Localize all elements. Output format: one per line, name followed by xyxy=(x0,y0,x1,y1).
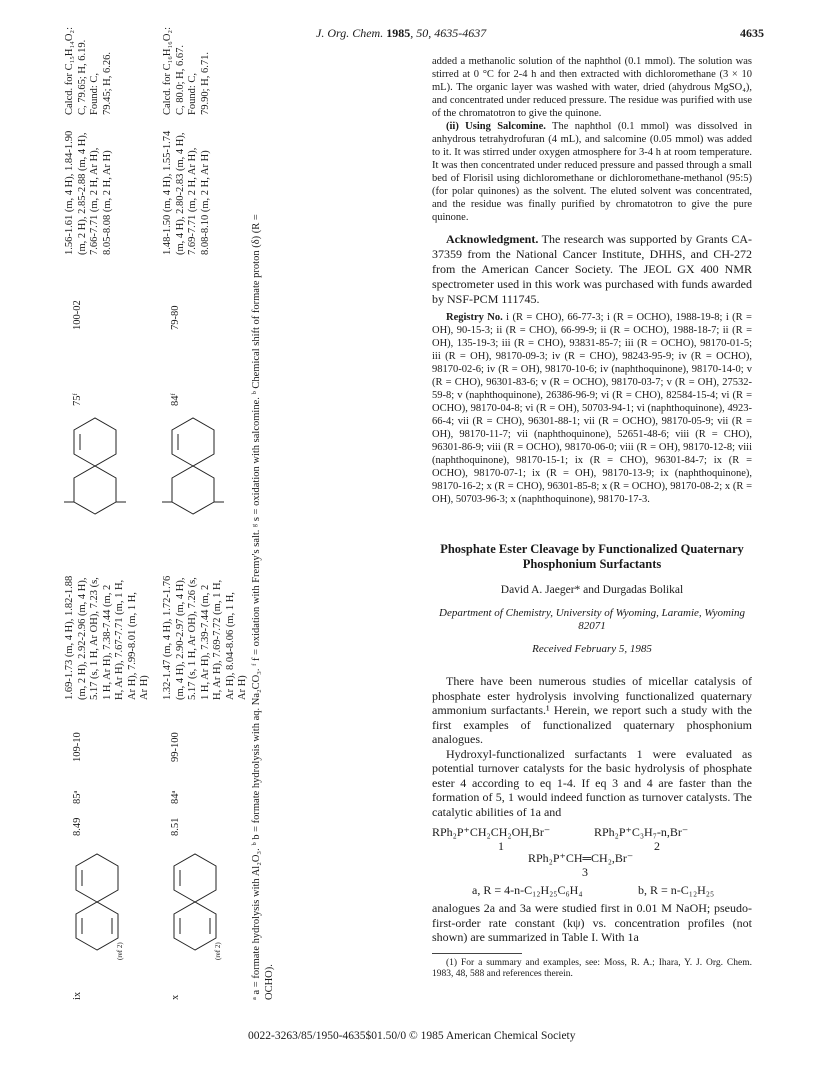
analysis-line: 79.45; H, 6.26. xyxy=(101,52,113,115)
right-column xyxy=(432,55,752,980)
body-paragraph: Hydroxyl-functionalized surfactants 1 were evaluated as potential turnover catalysts for the basic hydrolysis of phosphate ester 4 according to eq 1-4. If eq 3 and 4 are faster than the formation of 5, 1 would indeed function as turnover catalysts. The catalytic abilities of 1a and xyxy=(432,746,752,819)
nmr-line: (m, 4 H), 2.90-2.97 (m, 4 H), xyxy=(174,577,186,700)
registry-text: i (R = CHO), 66-77-3; i (R = OCHO), 1988-19-8; i (R = OH), 90-15-3; ii (R = CHO), 66-99-9; ii (R = OCHO), 1988-18-7; ii (R = OH), 135-19-3; iii (R = CHO), 93831-85-7; iii (R = OCHO), 98170-01-5; iii (R = OH), 98170-09-3; iv (R = CHO), 98243-95-9; iv (R = OCHO), 98170-02-6; iv (R = OH), 98170-10-6; iv (naphthoquinone), 98170-14-0; v (R = CHO), 96301-83-6; v (R = OCHO), 98170-03-7; v (R = OH), 27532-59-8; v (naphthoquinone), 26386-96-9; vi (R = CHO), 82584-15-4; vi (R = OCHO), 98170-04-8; vi (R = OH), 50703-94-1; vi (naphthoquinone), 4923-66-4; vii (R = CHO), 96301-88-1; vii (R = OCHO), 98170-05-9; vii (R = OH), 98170-11-7; vii (naphthoquinone), 52651-48-6; viii (R = CHO), 96301-86-9; viii (R = OCHO), 98170-06-0; viii (R = OH), 98170-12-8; viii (naphthoquinone), 98170-15-1; ix (R = CHO), 96301-84-7; ix (R = OCHO), 98170-07-1; ix (R = OH), 98170-13-9; ix (naphthoquinone), 98170-16-2; x (R = CHO), 96301-85-8; x (R = OCHO), 98170-08-2; x (R = OH), 50703-96-3; x (naphthoquinone), 98170-17-3. xyxy=(432,312,752,505)
nmr-line: 1.69-1.73 (m, 4 H), 1.82-1.88 xyxy=(64,575,75,700)
table-footnote-line: ᵃ a = formate hydrolysis with Al₂O₃. ᵇ b = formate hydrolysis with aq. Na₂CO₃. ᶠ f = oxidation with Fremy's salt. ᵍ s = oxidation with salcomine. ᵇ Chemical shift of formate proton (δ) (R = xyxy=(251,214,262,1000)
nmr-line: Ar H) xyxy=(237,675,248,700)
year: 1985 xyxy=(386,26,411,40)
compound-label: x xyxy=(170,994,181,1000)
footnote-rule xyxy=(432,953,522,954)
elemental-analysis xyxy=(162,5,212,115)
formula-1: RPh₂P⁺CH₂CH₂OH,Br⁻ xyxy=(432,825,551,839)
analysis-line: C, 79.65; H, 6.19. xyxy=(76,39,88,115)
nmr-line: 1.48-1.50 (m, 4 H), 1.55-1.74 xyxy=(162,130,173,255)
article-authors: David A. Jaeger* and Durgadas Bolikal xyxy=(500,584,684,596)
col-b: 85ᵃ xyxy=(72,790,83,804)
quinone-nmr xyxy=(64,95,114,255)
registry-heading: Registry No. xyxy=(446,312,503,323)
salcomine-text: The naphthol (0.1 mmol) was dissolved in anhydrous tetrahydrofuran (4 mL), and salcomine (0.05 mmol) was added to it. It was stirred under oxygen atmosphere for 3-4 h at room temperature. It was then concentrated under reduced pressure and passed through a small bed of Florisil using dichloromethane or dichloromethane-methanol (95:5) (for polar quinones) as the solvent. The eluted solvent was concentrated, and the residue was finally purified by chromatotron to give the pure quinone. xyxy=(432,121,752,223)
yield: 75ᶠ xyxy=(72,393,83,406)
page-footer: 0022-3263/85/1950-4635$01.50/0 © 1985 American Chemical Society xyxy=(248,1030,576,1042)
article-affiliation: Department of Chemistry, University of Wyoming, Laramie, Wyoming 82071 xyxy=(439,607,745,632)
nmr-data xyxy=(162,540,250,700)
formula-1-number: 1 xyxy=(498,839,504,853)
salcomine-paragraph xyxy=(432,120,752,224)
formula-3-number: 3 xyxy=(582,865,588,879)
formula-a: a, R = 4-n-C₁₂H₂₅C₆H₄ xyxy=(472,883,583,897)
nmr-line: 7.69-7.71 (m, 2 H, Ar H), xyxy=(187,147,198,255)
table-footnote-line: OCHO). xyxy=(264,964,275,1000)
quinone-structure-ix xyxy=(60,414,130,524)
col-b: 84ᵃ xyxy=(170,790,181,804)
formula-b: b, R = n-C₁₂H₂₅ xyxy=(638,883,715,897)
melting-point: 109-10 xyxy=(72,732,83,762)
table-footnotes xyxy=(250,40,276,1000)
analysis-line: 79.90; H, 6.71. xyxy=(199,52,211,115)
analysis-line: Calcd. for C₁₅H₁₄O₂: xyxy=(64,27,75,115)
acknowledgment-text: The research was supported by Grants CA-37359 from the National Cancer Institute, DHHS, and CH-272 from the American Cancer Society. The JEOL GX 400 NMR spectrometer used in this work was purchased with funds awarded by NSF-PCM 111745. xyxy=(432,232,752,306)
nmr-line: H, Ar H), 7.69-7.72 (m, 1 H, xyxy=(212,579,223,700)
nmr-line: (m, 4 H), 2.80-2.83 (m, 4 H), xyxy=(174,132,186,255)
col-a: 8.51 xyxy=(170,817,181,836)
page-number: 4635 xyxy=(740,26,764,40)
body-paragraph-continued: analogues 2a and 3a were studied first in 0.01 M NaOH; pseudo-first-order rate constant (kψ) vs. concentration profiles (not shown) are summarized in Table I. With 1a xyxy=(432,901,752,944)
nmr-line: (m, 2 H), 2.92-2.96 (m, 4 H), xyxy=(76,577,88,700)
analysis-line: Found: C, xyxy=(187,72,198,115)
structure-formulas xyxy=(432,819,752,901)
acknowledgment-heading: Acknowledgment. xyxy=(446,232,539,246)
analysis-line: C, 80.0; H, 6.67. xyxy=(174,44,186,115)
nmr-line: H, Ar H), 7.67-7.71 (m, 1 H, xyxy=(114,579,125,700)
nmr-line: 5.17 (s, 1 H, Ar OH), 7.26 (s, xyxy=(187,577,198,700)
col-a: 8.49 xyxy=(72,817,83,836)
salcomine-heading: (ii) Using Salcomine. xyxy=(446,121,546,132)
nmr-line: 7.66-7.71 (m, 2 H, Ar H), xyxy=(89,147,100,255)
nmr-line: 8.05-8.08 (m, 2 H, Ar H) xyxy=(101,150,113,255)
elemental-analysis xyxy=(64,5,114,115)
nmr-line: Ar H), 8.04-8.06 (m, 1 H, xyxy=(224,592,236,700)
nmr-line: 1.56-1.61 (m, 4 H), 1.84-1.90 xyxy=(64,130,75,255)
intro-paragraph: There have been numerous studies of micellar catalysis of phosphate ester hydrolysis involving functionalized quaternary ammonium surfactants.¹ Herein, we report such a study with the first examples of functionalized quaternary phosphonium analogues. xyxy=(432,674,752,746)
quinone-structure-x xyxy=(158,414,228,524)
rotated-table xyxy=(64,27,374,1000)
nmr-line: 1.32-1.47 (m, 4 H), 1.72-1.76 xyxy=(162,575,173,700)
formula-2-number: 2 xyxy=(654,839,660,853)
analysis-line: Calcd. for C₁₆H₁₆O₂: xyxy=(162,27,173,115)
nmr-line: 1 H, Ar H), 7.38-7.44 (m, 2 xyxy=(101,584,113,700)
compound-label: ix xyxy=(72,991,83,1000)
volume: 50 xyxy=(416,26,429,40)
received-date: Received February 5, 1985 xyxy=(532,643,652,655)
nmr-line: Ar H), 7.99-8.01 (m, 1 H, xyxy=(126,592,138,700)
journal-citation: J. Org. Chem. 1985, 50, 4635-4637 xyxy=(316,26,487,40)
quinone-mp: 100-02 xyxy=(72,300,83,330)
nmr-line: 5.17 (s, 1 H, Ar OH), 7.23 (s, xyxy=(89,577,100,700)
footnote-1: (1) For a summary and examples, see: Moss, R. A.; Ihara, Y. J. Org. Chem. 1983, 48, 588 and references therein. xyxy=(432,957,752,979)
registry-numbers xyxy=(432,311,752,506)
pages: 4635-4637 xyxy=(434,26,487,40)
formula-3: RPh₂P⁺CH═CH₂,Br⁻ xyxy=(528,851,634,865)
procedure-paragraph: added a methanolic solution of the naphthol (0.1 mmol). The solution was stirred at 0 °C for 2-4 h and then extracted with dichloromethane (3 × 10 mL). The organic layer was washed with water, dried (ahydrous MgSO₄), and concentrated under reduced pressure. The residue was purified with use of the chromatotron to give the quinone. xyxy=(432,56,752,119)
nmr-data xyxy=(64,540,152,700)
formula-2: RPh₂P⁺C₃H₇-n,Br⁻ xyxy=(594,825,689,839)
nmr-line: 1 H, Ar H), 7.39-7.44 (m, 2 xyxy=(199,584,211,700)
nmr-line: 8.08-8.10 (m, 2 H, Ar H) xyxy=(199,150,211,255)
nmr-line: Ar H) xyxy=(139,675,150,700)
acknowledgment xyxy=(432,232,752,307)
quinone-nmr xyxy=(162,95,212,255)
yield: 84ᶠ xyxy=(170,393,181,406)
nmr-line: (m, 2 H), 2.85-2.88 (m, 4 H), xyxy=(76,132,88,255)
melting-point: 99-100 xyxy=(170,732,181,762)
quinone-mp: 79-80 xyxy=(170,305,181,330)
ref-note: (ref 2) xyxy=(214,942,222,960)
ref-note: (ref 2) xyxy=(116,942,124,960)
article-title: Phosphate Ester Cleavage by Functionalized Quaternary Phosphonium Surfactants xyxy=(440,542,744,571)
analysis-line: Found: C, xyxy=(89,72,100,115)
